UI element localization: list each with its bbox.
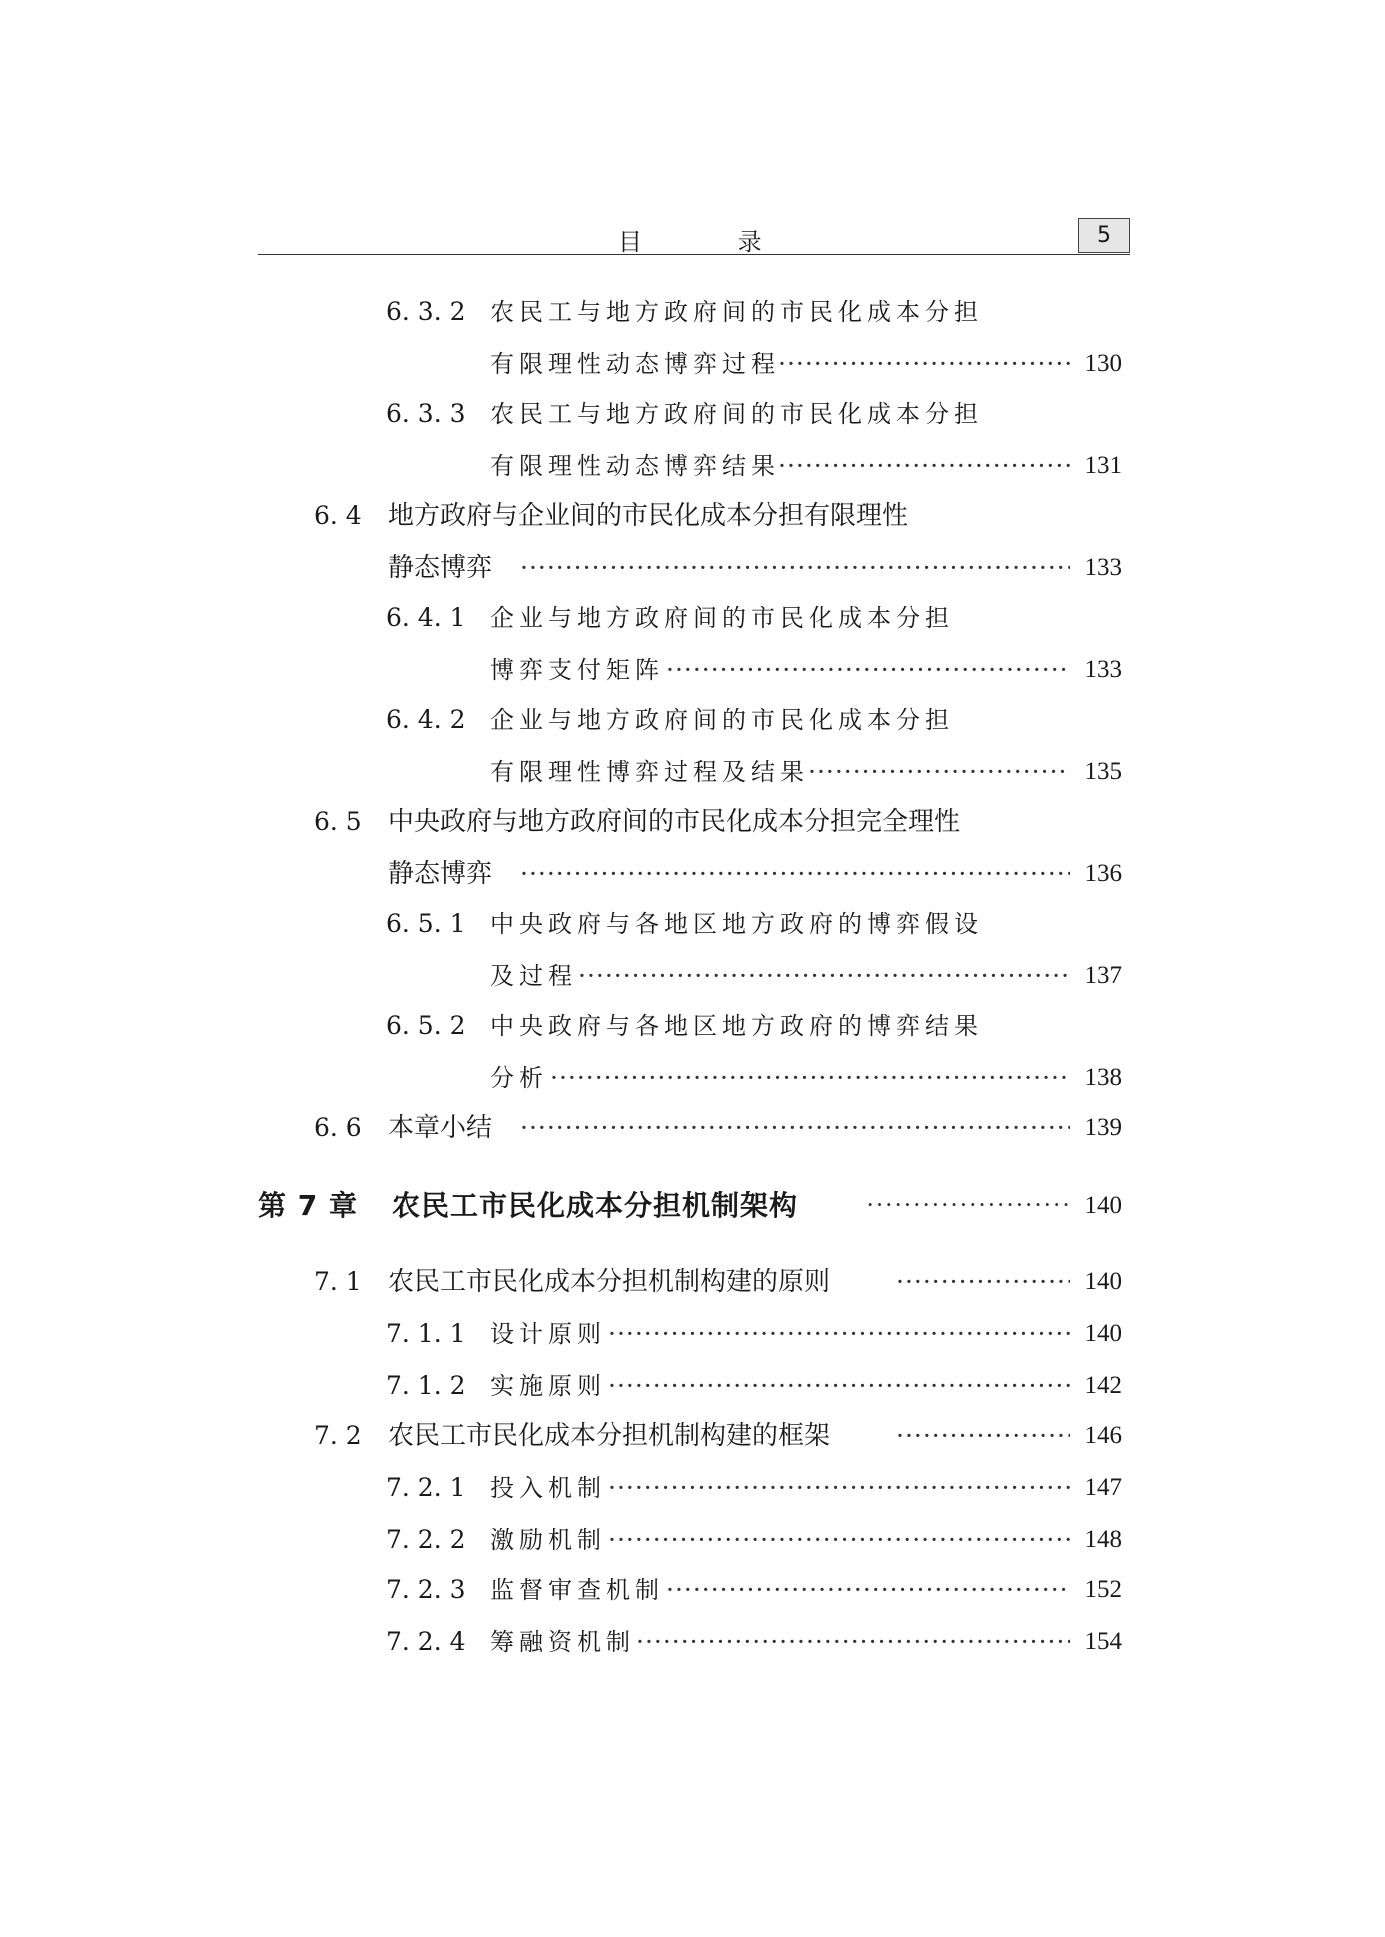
toc-number: 6. 6 [314, 1113, 362, 1142]
toc-leader [578, 956, 1070, 996]
toc-page: 139 [1084, 1114, 1122, 1141]
toc-entry-line2 [0, 446, 1385, 486]
toc-title: 农民工与地方政府间的市民化成本分担 [490, 298, 983, 326]
toc-page: 154 [1084, 1628, 1122, 1655]
toc-page: 133 [1084, 554, 1122, 581]
toc-entry-line2 [0, 752, 1385, 792]
toc-leader [778, 446, 1070, 486]
toc-page: 136 [1084, 860, 1122, 887]
toc-leader [866, 1186, 1070, 1226]
toc-entry [0, 1108, 1385, 1148]
toc-number: 7. 1. 2 [386, 1371, 466, 1400]
toc-leader [808, 752, 1070, 792]
toc-number: 7. 2 [314, 1421, 362, 1450]
toc-title: 投入机制 [490, 1474, 606, 1502]
toc-title: 中央政府与地方政府间的市民化成本分担完全理性 [388, 807, 961, 837]
toc-title: 企业与地方政府间的市民化成本分担 [490, 604, 954, 632]
toc-leader [550, 1058, 1070, 1098]
toc-title-cont: 分析 [490, 1064, 548, 1092]
toc-entry-line1 [0, 802, 1385, 842]
toc-title: 农民工市民化成本分担机制构建的原则 [388, 1267, 831, 1297]
toc-entry-line1 [0, 1006, 1385, 1046]
toc-number: 6. 5 [314, 807, 362, 836]
toc-page: 148 [1084, 1526, 1122, 1553]
toc-title: 监督审查机制 [490, 1576, 664, 1604]
toc-leader [666, 1570, 1070, 1610]
toc-title-cont: 有限理性博弈过程及结果 [490, 758, 809, 786]
toc-page: 147 [1084, 1474, 1122, 1501]
toc-page: 140 [1084, 1320, 1122, 1347]
toc-number: 7. 2. 1 [386, 1473, 466, 1502]
toc-title-cont: 有限理性动态博弈过程 [490, 350, 780, 378]
toc-entry [0, 1570, 1385, 1610]
toc-entry-line1 [0, 292, 1385, 332]
toc-leader [636, 1622, 1070, 1662]
toc-page: 130 [1084, 350, 1122, 377]
toc-leader [520, 548, 1070, 588]
toc-number: 7. 2. 3 [386, 1575, 466, 1604]
toc-entry-line1 [0, 496, 1385, 536]
toc-title: 本章小结 [388, 1113, 493, 1143]
toc-number: 7. 2. 4 [386, 1627, 466, 1656]
toc-entry [0, 1314, 1385, 1354]
toc-entry-line2 [0, 1058, 1385, 1098]
toc-leader [896, 1416, 1070, 1456]
toc-entry-line1 [0, 904, 1385, 944]
toc-number: 7. 1 [314, 1267, 362, 1296]
toc-leader [896, 1262, 1070, 1302]
toc-title-cont: 静态博弈 [388, 859, 493, 889]
toc-leader [666, 650, 1070, 690]
toc-entry [0, 1622, 1385, 1662]
toc-title: 地方政府与企业间的市民化成本分担有限理性 [388, 501, 909, 531]
toc-leader [520, 1108, 1070, 1148]
toc-page: 140 [1084, 1192, 1122, 1219]
toc-number: 7. 2. 2 [386, 1525, 466, 1554]
toc-leader [608, 1468, 1070, 1508]
toc-entry-line2 [0, 956, 1385, 996]
toc-number: 7. 1. 1 [386, 1319, 466, 1348]
toc-number: 6. 4 [314, 501, 362, 530]
toc-entry [0, 1366, 1385, 1406]
toc-title: 筹融资机制 [490, 1628, 635, 1656]
toc-page: 146 [1084, 1422, 1122, 1449]
toc-entry-line1 [0, 598, 1385, 638]
toc-title-cont: 静态博弈 [388, 553, 493, 583]
toc-entry-line1 [0, 700, 1385, 740]
toc-entry [0, 1520, 1385, 1560]
toc-entry [0, 1468, 1385, 1508]
toc-number: 6. 3. 3 [386, 399, 466, 428]
toc-number: 6. 5. 1 [386, 909, 466, 938]
toc-number: 6. 5. 2 [386, 1011, 466, 1040]
toc-page: 138 [1084, 1064, 1122, 1091]
toc-page: 137 [1084, 962, 1122, 989]
toc-title-cont: 博弈支付矩阵 [490, 656, 664, 684]
toc-entry [0, 1416, 1385, 1456]
toc-leader [608, 1314, 1070, 1354]
toc-number: 6. 3. 2 [386, 297, 466, 326]
toc-chapter-number: 第 7 章 [258, 1189, 358, 1222]
toc-title: 设计原则 [490, 1320, 606, 1348]
toc-title: 中央政府与各地区地方政府的博弈假设 [490, 910, 983, 938]
toc-leader [778, 344, 1070, 384]
toc-title: 实施原则 [490, 1372, 606, 1400]
toc-title-cont: 及过程 [490, 962, 577, 990]
toc-page: 133 [1084, 656, 1122, 683]
toc-entry-line2 [0, 548, 1385, 588]
toc-title: 农民工与地方政府间的市民化成本分担 [490, 400, 983, 428]
toc-leader [608, 1366, 1070, 1406]
toc-entry-line2 [0, 344, 1385, 384]
toc-page: 140 [1084, 1268, 1122, 1295]
toc-leader [608, 1520, 1070, 1560]
toc-chapter-title: 农民工市民化成本分担机制架构 [392, 1189, 799, 1222]
toc-leader [520, 854, 1070, 894]
toc-entry-line1 [0, 394, 1385, 434]
toc-title-cont: 有限理性动态博弈结果 [490, 452, 780, 480]
toc-title: 农民工市民化成本分担机制构建的框架 [388, 1421, 831, 1451]
toc-number: 6. 4. 1 [386, 603, 466, 632]
toc-entry [0, 1262, 1385, 1302]
toc-page: 152 [1084, 1576, 1122, 1603]
toc-page: 135 [1084, 758, 1122, 785]
toc-chapter-entry [0, 1186, 1385, 1226]
toc-number: 6. 4. 2 [386, 705, 466, 734]
toc-title: 激励机制 [490, 1526, 606, 1554]
toc-title: 中央政府与各地区地方政府的博弈结果 [490, 1012, 983, 1040]
toc-page: 142 [1084, 1372, 1122, 1399]
toc-page: 131 [1084, 452, 1122, 479]
toc-title: 企业与地方政府间的市民化成本分担 [490, 706, 954, 734]
page-number: 5 [1078, 218, 1130, 253]
running-title: 目 录 [618, 228, 806, 256]
toc-entry-line2 [0, 854, 1385, 894]
toc-entry-line2 [0, 650, 1385, 690]
